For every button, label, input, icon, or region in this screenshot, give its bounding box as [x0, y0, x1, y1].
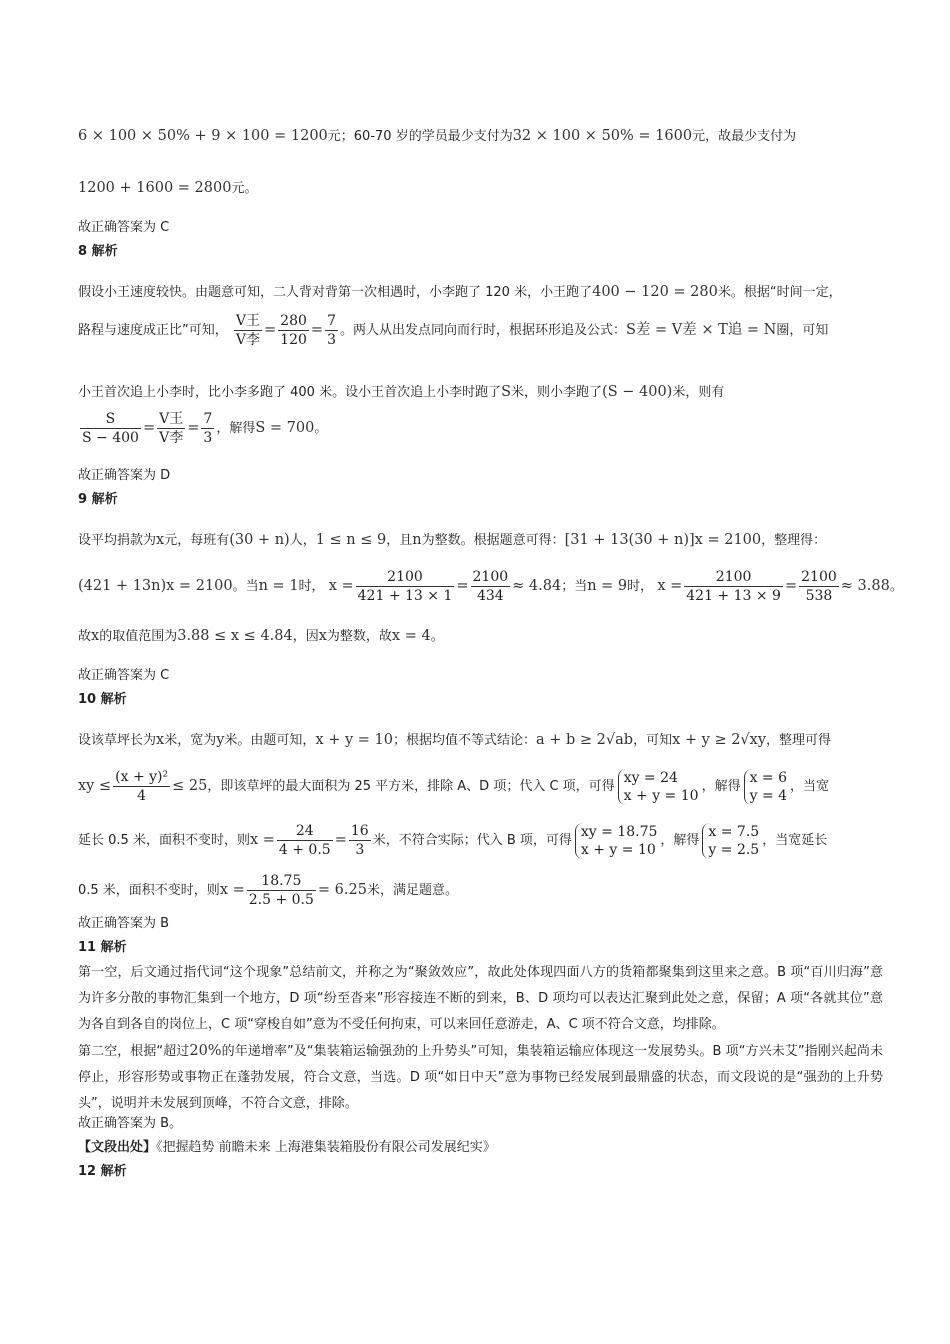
text: 设该草坪长为 — [78, 733, 157, 748]
formula: x — [156, 732, 165, 748]
q10-line-4 — [78, 872, 458, 909]
text: 米，宽为 — [164, 733, 217, 748]
text: 米。由题可知， — [224, 733, 316, 748]
text: 米，则有 — [672, 385, 725, 400]
q8-line-1 — [78, 282, 842, 303]
q8-line-3 — [78, 382, 724, 403]
q9-answer: 故正确答案为 C — [78, 668, 170, 683]
q7-line-1 — [78, 126, 796, 147]
text: 元；60-70 岁的学员最少支付为 — [327, 129, 513, 144]
equation-system: xy = 18.75 x + y = 10 — [575, 823, 658, 859]
formula: x + y ≥ 2√xy — [672, 732, 767, 748]
text: 。 — [889, 579, 903, 594]
text: ，当宽 — [790, 779, 830, 794]
q10-title: 10 解析 — [78, 692, 127, 707]
formula: (S − 400) — [602, 384, 673, 400]
text: 延长 0.5 米，面积不变时，则 — [78, 833, 250, 848]
text: 0.5 米，面积不变时，则 — [78, 883, 220, 898]
text: 设平均捐款为 — [78, 533, 157, 548]
text: 。 — [430, 629, 444, 644]
q11-answer: 故正确答案为 B。 — [78, 1116, 183, 1131]
text: 的取值范围为 — [99, 629, 178, 644]
q10-line-3: 延长 0.5 米，面积不变时，则x = $\frac{24}{4 + 0.5}$ = $\frac{16}{3}$ 米，不符合实际；代入 B 项，可得 xy = 18.75 x + y = 10 ，解得 x = 7.5 y = 2.5 ，当宽延长 — [78, 823, 828, 858]
q11-paragraph-1: 第一空，后文通过指代词“这个现象”总结前文，并称之为“聚敛效应”，故此处体现四面八方的货箱都聚集到这里来之意。B 项“百川归海”意为许多分散的事物汇集到一个地方，D 项“纷至沓来”形容接连不断的到来，B、D 项均可以表达汇聚到此处之意，保留；A 项“各就其位”意为各自到各自的岗位上，C 项“穿梭自如”意为不受任何拘束，可以来回任意游走，A、C 项不符合文意，均排除。 — [78, 965, 883, 1032]
source-label: 【文段出处】 — [78, 1140, 157, 1155]
text: 小王首次追上小李时，比小李多跑了 400 米。设小王首次追上小李时跑了 — [78, 385, 502, 400]
q12-title: 12 解析 — [78, 1164, 127, 1179]
equation-system: xy = 24 x + y = 10 — [618, 769, 699, 805]
text: 时， — [298, 579, 325, 594]
text: 为整数。根据题意可得： — [421, 533, 565, 548]
text: 。 — [314, 421, 328, 436]
formula: n = 1 — [258, 578, 299, 594]
text: ，因 — [292, 629, 319, 644]
text: ，整理得： — [761, 533, 827, 548]
q10-line-2 — [78, 768, 829, 805]
text: ，解得 — [660, 833, 700, 848]
q8-line-2: 路程与速度成正比”可知， $\frac{\text{V王}}{\text{V李}}$ = $\frac{280}{120}$ = $\frac{7}{3}$ 。两人从出发点同向而行时，根据环形追及公式：S差 = V差 × T追 = N圈，可知 — [78, 313, 829, 348]
formula: x = — [328, 578, 354, 594]
text: ，可知 — [633, 733, 673, 748]
fraction: $\frac{S}{S - 400}$ — [82, 411, 139, 446]
fraction: $\frac{2100}{421 + 13 \times 9}$ — [686, 569, 781, 604]
q11-title: 11 解析 — [78, 940, 127, 955]
text: ，即该草坪的最大面积为 25 平方米，排除 A、D 项；代入 C 项，可得 — [207, 779, 615, 794]
q8-line-4: $\frac{S}{S - 400}$ = $\frac{\text{V王}}{\text{V李}}$ = $\frac{7}{3}$ ，解得S = 700。 — [82, 411, 328, 446]
equation-system: x = 6 y = 4 — [744, 769, 787, 805]
text: 米，满足题意。 — [366, 883, 458, 898]
formula: S差 = V差 × T追 = N — [626, 322, 777, 338]
fraction: $\frac{7}{3}$ — [203, 411, 213, 446]
q8-title: 8 解析 — [78, 244, 118, 259]
formula: (30 + n) — [229, 532, 290, 548]
formula: = 6.25 — [317, 882, 367, 898]
fraction: $\frac{18.75}{2.5 + 0.5}$ — [248, 873, 314, 908]
formula: n = 9 — [587, 578, 628, 594]
formula: x — [318, 628, 327, 644]
text: 米，不符合实际；代入 B 项，可得 — [372, 833, 572, 848]
text: 假设小王速度较快。由题意可知，二人背对背第一次相遇时，小李跑了 120 米，小王跑了 — [78, 285, 593, 300]
fraction: $\frac{7}{3}$ — [327, 313, 336, 348]
text: 为整数，故 — [326, 629, 392, 644]
formula: (421 + 13n)x = 2100 — [78, 578, 233, 594]
fraction: $\frac{280}{120}$ — [280, 313, 307, 348]
fraction: $\frac{24}{4 + 0.5}$ — [278, 823, 331, 858]
text: ，当宽延长 — [762, 833, 828, 848]
q9-line-3 — [78, 626, 444, 647]
text: 米，则小李跑了 — [511, 385, 603, 400]
q9-title: 9 解析 — [78, 492, 118, 507]
formula: x = — [657, 578, 683, 594]
text: ，解得 — [701, 779, 741, 794]
text: 元，每班有 — [164, 533, 230, 548]
fraction: $\frac{\text{(x + y)²}}{4}$ — [115, 769, 169, 804]
text: 元，故最少支付为 — [692, 129, 797, 144]
formula: 1200 + 1600 = 2800 — [78, 180, 232, 196]
formula: n — [412, 532, 422, 548]
text: 人， — [289, 533, 316, 548]
formula: S = 700 — [255, 420, 315, 436]
formula: xy ≤ — [78, 778, 112, 794]
formula: 1 ≤ n ≤ 9 — [315, 532, 387, 548]
formula: x — [156, 532, 165, 548]
formula: S — [501, 384, 512, 400]
formula: ≤ 25 — [172, 778, 208, 794]
formula: a + b ≥ 2√ab — [536, 732, 634, 748]
text: ，整理可得 — [766, 733, 832, 748]
formula: x — [91, 628, 100, 644]
source-text: 《把握趋势 前瞻未来 上海港集装箱股份有限公司发展纪实》 — [156, 1140, 496, 1155]
q9-line-1 — [78, 530, 826, 551]
formula: x = — [249, 832, 275, 848]
text: ；当 — [561, 579, 588, 594]
formula: x = 4 — [391, 628, 431, 644]
formula: 20% — [189, 1043, 222, 1059]
q8-answer: 故正确答案为 D — [78, 468, 171, 483]
q7-line-2 — [78, 178, 257, 199]
formula: x + y = 10 — [315, 732, 393, 748]
text: 时， — [627, 579, 654, 594]
text: 元。 — [231, 181, 258, 196]
fraction: $\frac{16}{3}$ — [350, 823, 369, 858]
text: ；根据均值不等式结论： — [393, 733, 537, 748]
text: 。当 — [232, 579, 259, 594]
q11-paragraph-2 — [78, 1038, 883, 1117]
fraction: $\frac{2100}{434}$ — [472, 569, 509, 604]
fraction: $\frac{\text{V王}}{\text{V李}}$ — [235, 313, 261, 348]
fraction: $\frac{2100}{538}$ — [801, 569, 837, 604]
text: 故 — [78, 629, 92, 644]
fraction: $\frac{2100}{421 + 13 \times 1}$ — [357, 569, 453, 604]
fraction: $\frac{\text{V王}}{\text{V李}}$ — [159, 411, 184, 446]
q7-answer: 故正确答案为 C — [78, 220, 170, 235]
q11-source — [78, 1138, 496, 1158]
formula: 3.88 ≤ x ≤ 4.84 — [177, 628, 293, 644]
text: 第二空，根据“超过 — [78, 1044, 190, 1059]
formula: y — [216, 732, 225, 748]
text: 。两人从出发点同向而行时，根据环形追及公式： — [339, 323, 626, 338]
formula: [31 + 13(30 + n)]x = 2100 — [564, 532, 762, 548]
text: 圈，可知 — [776, 323, 829, 338]
text: 路程与速度成正比”可知， — [78, 323, 228, 338]
formula: ≈ 4.84 — [512, 578, 562, 594]
text: ，解得 — [216, 421, 256, 436]
equation-system: x = 7.5 y = 2.5 — [702, 823, 759, 859]
formula: x = — [219, 882, 245, 898]
formula: ≈ 3.88 — [840, 578, 890, 594]
q9-line-2: (421 + 13n)x = 2100。当n = 1时， x = $\frac{2100}{421 + 13 \times 1}$ = $\frac{2100}{434}$ ≈ 4.84；当n = 9时， x = $\frac{2100}{421 + 13 \times 9}$ = $\frac{2100}{538}$ ≈ 3.88。 — [78, 569, 903, 604]
formula: 32 × 100 × 50% = 1600 — [512, 128, 693, 144]
q10-answer: 故正确答案为 B — [78, 916, 170, 931]
formula: 6 × 100 × 50% + 9 × 100 = 1200 — [78, 128, 328, 144]
text: ，且 — [386, 533, 413, 548]
q10-line-1 — [78, 730, 831, 751]
text: 米。根据“时间一定， — [717, 285, 842, 300]
text: 的年递增率”及“集装箱运输强劲的上升势头”可知，集装箱运输应体现这一发展势头。B 项“方兴未艾”指刚兴起尚未停止，形容形势或事物正在蓬勃发展，符合文意，当选。D 项“如日中天”意为事物已经发展到最鼎盛的状态，而文段说的是“强劲的上升势头”，说明并未发展到顶峰，不符合文意，排除。 — [78, 1044, 883, 1111]
formula: 400 − 120 = 280 — [592, 284, 718, 300]
